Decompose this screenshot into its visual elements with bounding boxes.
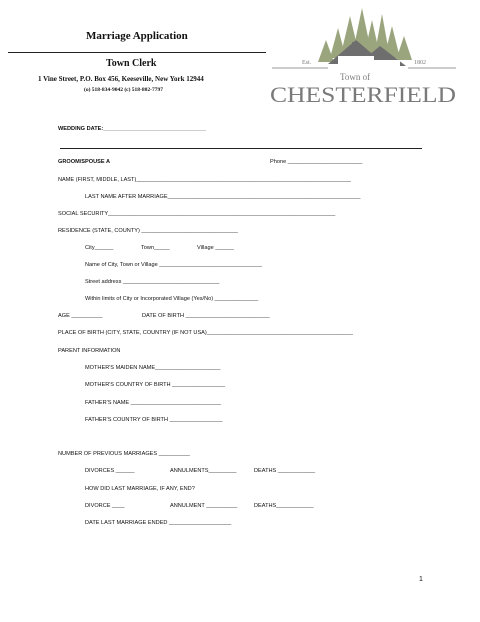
age-field[interactable]: AGE __________ (58, 313, 103, 319)
section-groom-spouse-a: GROOM/SPOUSE A (58, 159, 111, 165)
wedding-date-field[interactable]: WEDDING DATE:_________________________________ (58, 126, 206, 132)
page-title: Marriage Application (86, 30, 188, 42)
how-marriage-ended-question: HOW DID LAST MARRIAGE, IF ANY, END? (85, 486, 195, 492)
logo-est: Est. (302, 60, 312, 66)
logo-graphic (268, 6, 460, 106)
header-rule (8, 52, 266, 53)
logo-year: 1802 (414, 60, 426, 66)
mother-country-field[interactable]: MOTHER'S COUNTRY OF BIRTH _________________ (85, 382, 226, 388)
annulment-field[interactable]: ANNULMENT __________ (170, 503, 238, 509)
name-of-city-field[interactable]: Name of City, Town or Village _________________________________ (85, 262, 262, 268)
divorce-field[interactable]: DIVORCE ____ (85, 503, 125, 509)
annulments-field[interactable]: ANNULMENTS_________ (170, 468, 237, 474)
village-field[interactable]: Village ______ (197, 245, 234, 251)
date-of-birth-field[interactable]: DATE OF BIRTH ___________________________ (142, 313, 270, 319)
within-limits-field[interactable]: Within limits of City or Incorporated Village (Yes/No) ______________ (85, 296, 259, 302)
mother-maiden-name-field[interactable]: MOTHER'S MAIDEN NAME_____________________ (85, 365, 221, 371)
date-last-marriage-ended-field[interactable]: DATE LAST MARRIAGE ENDED ____________________ (85, 520, 232, 526)
previous-marriages-field[interactable]: NUMBER OF PREVIOUS MARRIAGES __________ (58, 451, 190, 457)
logo-town-name: CHESTERFIELD (270, 82, 456, 106)
father-country-field[interactable]: FATHER'S COUNTRY OF BIRTH _________________ (85, 417, 223, 423)
deaths-field-2[interactable]: DEATHS____________ (254, 503, 314, 509)
social-security-field[interactable]: SOCIAL SECURITY_________________________________________________________________________ (58, 211, 336, 217)
form-divider (60, 148, 422, 149)
city-field[interactable]: City______ (85, 245, 114, 251)
deaths-field[interactable]: DEATHS ____________ (254, 468, 316, 474)
name-field[interactable]: NAME (FIRST, MIDDLE, LAST)_____________________________________________________________________ (58, 177, 351, 183)
page-number: 1 (419, 576, 423, 583)
town-logo (268, 6, 460, 106)
residence-field[interactable]: RESIDENCE (STATE, COUNTY) _______________________________ (58, 228, 238, 234)
divorces-field[interactable]: DIVORCES ______ (85, 468, 135, 474)
office-address: 1 Vine Street, P.O. Box 456, Keeseville, New York 12944 (38, 75, 204, 83)
last-name-after-field[interactable]: LAST NAME AFTER MARRIAGE______________________________________________________________ (85, 194, 361, 200)
logo-town-of: Town of (340, 72, 371, 82)
office-name: Town Clerk (106, 58, 157, 69)
office-phones: (o) 518-834-9042 (c) 518-802-7797 (84, 87, 163, 93)
place-of-birth-field[interactable]: PLACE OF BIRTH (CITY, STATE, COUNTRY (IF NOT USA)_______________________________________________ (58, 330, 353, 336)
father-name-field[interactable]: FATHER'S NAME _____________________________ (85, 400, 221, 406)
parent-information-heading: PARENT INFORMATION (58, 348, 121, 354)
street-address-field[interactable]: Street address _______________________________ (85, 279, 220, 285)
phone-field[interactable]: Phone ________________________ (270, 159, 363, 165)
town-field[interactable]: Town_____ (141, 245, 170, 251)
